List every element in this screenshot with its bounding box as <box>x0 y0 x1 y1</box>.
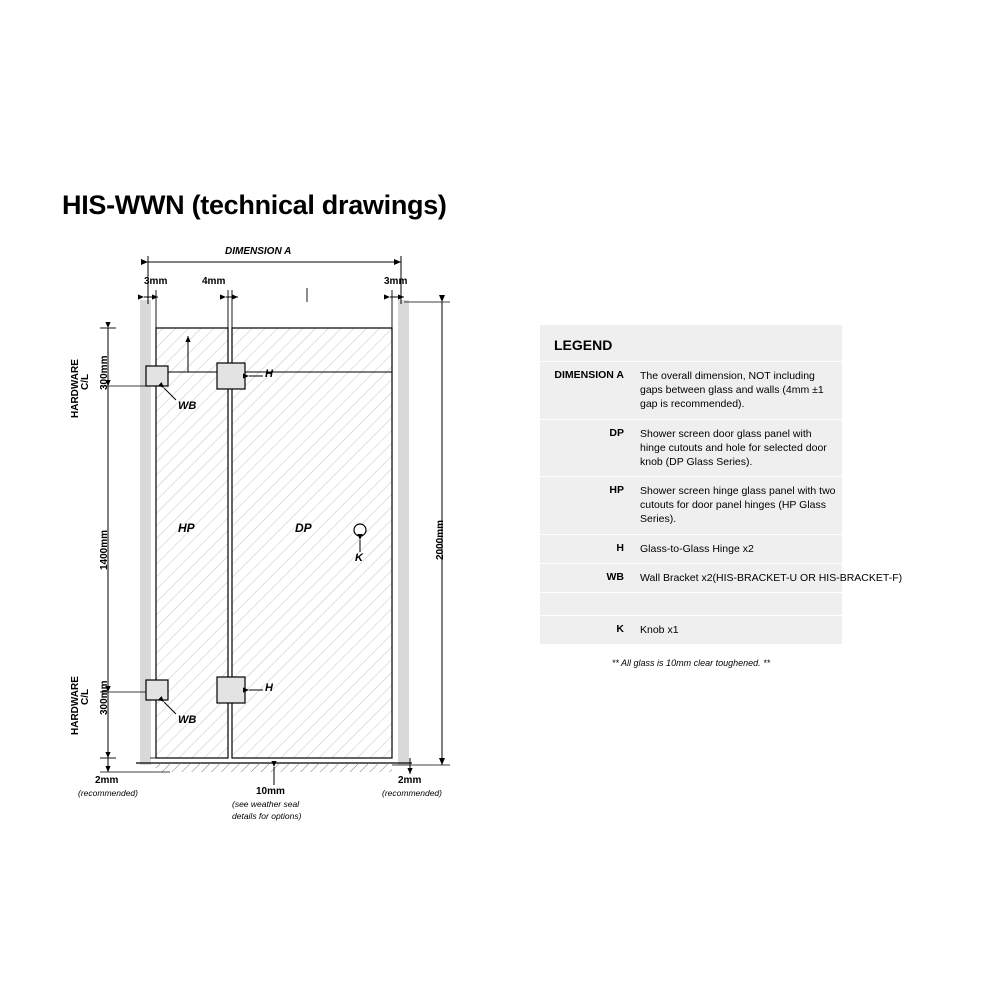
technical-drawing <box>60 240 480 840</box>
legend-key-dp: DP <box>609 426 624 439</box>
dim-300-bottom: 300mm <box>99 680 110 715</box>
legend-row-hp <box>540 476 842 534</box>
dimension-a-label: DIMENSION A <box>225 246 292 257</box>
legend-row-dp <box>540 419 842 477</box>
bottom-left-note: (recommended) <box>78 788 138 798</box>
legend-row-dimension-a <box>540 361 842 419</box>
legend-value-k: Knob x1 <box>640 623 679 636</box>
bottom-right-note: (recommended) <box>382 788 442 798</box>
dim-300-top: 300mm <box>99 355 110 390</box>
legend-title: LEGEND <box>554 337 613 353</box>
dim-2000: 2000mm <box>435 519 446 560</box>
hinge-label-top: H <box>265 368 273 380</box>
wall-bracket-label-top: WB <box>178 400 197 412</box>
bottom-center-dim: 10mm <box>256 786 285 797</box>
legend-row-wb <box>540 563 903 592</box>
gap-right-label: 3mm <box>384 276 408 287</box>
legend-row-k <box>540 615 842 644</box>
wall-bracket-label-bottom: WB <box>178 714 197 726</box>
cl-hardware-top-line2: HARDWARE <box>70 359 81 418</box>
hinge-label-bottom: H <box>265 682 273 694</box>
dim-1400: 1400mm <box>99 529 110 570</box>
legend-value-wb: Wall Bracket x2(HIS-BRACKET-U OR HIS-BRACKET-F) <box>640 571 903 584</box>
legend-key-k: K <box>616 622 624 635</box>
cl-hardware-top-line1: C/L <box>80 373 91 390</box>
drawing-svg <box>60 240 480 840</box>
bottom-left-dim: 2mm <box>95 775 119 786</box>
legend-value-dp: Shower screen door glass panel with hinge cutouts and hole for selected door knob (DP Glass Series). <box>640 427 827 468</box>
legend-note: ** All glass is 10mm clear toughened. ** <box>540 644 842 678</box>
cl-hardware-bottom-line2: HARDWARE <box>70 676 81 735</box>
legend-value-h: Glass-to-Glass Hinge x2 <box>640 542 754 555</box>
panel-dp-label: DP <box>295 521 312 535</box>
legend-value-dimension-a: The overall dimension, NOT including gaps between glass and walls (4mm ±1 gap is recommended). <box>640 370 824 411</box>
legend-value-hp: Shower screen hinge glass panel with two cutouts for door panel hinges (HP Glass Series). <box>640 485 836 526</box>
legend-spacer <box>540 592 842 615</box>
legend-row-h <box>540 534 842 563</box>
page-title: HIS-WWN (technical drawings) <box>62 190 447 220</box>
panel-hp-label: HP <box>178 521 195 535</box>
bottom-center-note-1: (see weather seal <box>232 799 300 809</box>
gap-middle-label: 4mm <box>202 276 226 287</box>
legend-key-wb: WB <box>606 570 624 583</box>
bottom-right-dim: 2mm <box>398 775 422 786</box>
cl-hardware-bottom-line1: C/L <box>80 688 91 705</box>
legend-key-h: H <box>616 541 624 554</box>
legend-key-dimension-a: DIMENSION A <box>554 369 624 381</box>
gap-left-label: 3mm <box>144 276 168 287</box>
legend-key-hp: HP <box>609 484 624 497</box>
knob-label: K <box>355 552 363 564</box>
bottom-center-note-2: details for options) <box>232 811 302 821</box>
legend-panel <box>540 325 903 678</box>
